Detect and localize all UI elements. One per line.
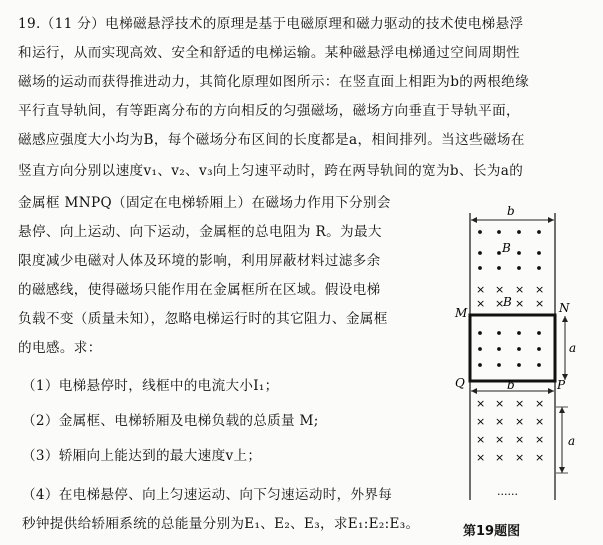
field-dot: [478, 347, 482, 351]
field-cross: ×: [476, 415, 486, 428]
problem-line-6: 竖直方向分别以速度v₁、v₂、v₃向上匀速平动时，跨在两导轨间的宽为b、长为a的: [18, 163, 524, 179]
field-cross: ×: [476, 283, 486, 296]
field-cross: ×: [515, 297, 525, 310]
field-dot: [537, 266, 541, 270]
field-cross: ×: [476, 433, 486, 446]
arrowhead-up: [562, 316, 568, 322]
problem-line-10: 的磁感线，使得磁场只能作用在金属框所在区域。假设电梯: [18, 282, 381, 298]
label-b-top: b: [507, 204, 515, 218]
field-cross: ×: [535, 451, 545, 464]
field-dot: [497, 266, 501, 270]
field-dot: [497, 331, 501, 335]
field-dot: [497, 251, 501, 255]
field-dot: [537, 251, 541, 255]
question-3: （3）轿厢向上能达到的最大速度v上；: [22, 448, 262, 464]
field-dot: [497, 230, 501, 234]
field-cross: ×: [476, 397, 486, 410]
problem-line-11: 负载不变（质量未知），忽略电梯运行时的其它阻力、金属框: [18, 311, 388, 327]
field-cross: ×: [515, 451, 525, 464]
field-dot: [517, 331, 521, 335]
question-2: （2）金属框、电梯轿厢及电梯负载的总质量 M;: [22, 413, 319, 429]
field-dot: [478, 331, 482, 335]
magnetic-field-dots-frame: [478, 331, 541, 367]
field-dot: [537, 347, 541, 351]
field-dot: [478, 251, 482, 255]
arrowhead-down-2: [559, 467, 565, 473]
field-cross: ×: [495, 397, 505, 410]
field-cross: ×: [515, 283, 525, 296]
label-Q: Q: [455, 376, 465, 390]
label-a-frame: a: [569, 341, 577, 355]
field-dot: [478, 266, 482, 270]
field-dot: [517, 230, 521, 234]
arrowhead-left-2: [471, 388, 477, 394]
field-cross: ×: [495, 297, 505, 310]
field-cross: ×: [495, 283, 505, 296]
metal-frame-MNPQ: [470, 315, 555, 381]
arrowhead-left: [471, 217, 477, 223]
problem-line-12: 的电感。求：: [18, 340, 102, 356]
figure-caption: 第19题图: [463, 524, 521, 539]
field-dot: [517, 347, 521, 351]
label-b-mid: b: [507, 378, 515, 392]
field-cross: ×: [515, 433, 525, 446]
field-cross: ×: [495, 415, 505, 428]
label-B-mid: B: [503, 295, 512, 309]
field-cross: ×: [495, 433, 505, 446]
field-cross: ×: [535, 433, 545, 446]
field-dot: [517, 251, 521, 255]
arrowhead-up-2: [559, 407, 565, 413]
problem-line-3: 磁场的运动而获得推进动力，其简化原理如图所示：在竖直面上相距为b的两根绝缘: [18, 74, 530, 90]
field-cross: ×: [515, 415, 525, 428]
field-cross: ×: [535, 415, 545, 428]
question-1: （1）电梯悬停时，线框中的电流大小I₁；: [22, 378, 279, 394]
field-dot: [517, 266, 521, 270]
label-P: P: [557, 378, 566, 392]
problem-line-1: 19.（11 分）电梯磁悬浮技术的原理是基于电磁原理和磁力驱动的技术使电梯悬浮: [18, 16, 524, 32]
question-4: （4）在电梯悬停、向上匀速运动、向下匀速运动时，外界每: [22, 487, 393, 503]
field-cross: ×: [476, 451, 486, 464]
problem-line-4: 平行直导轨间，有等距离分布的方向相反的匀强磁场，磁场方向垂直于导轨平面，: [18, 103, 520, 119]
field-dot: [478, 363, 482, 367]
field-dot: [497, 363, 501, 367]
field-cross: ×: [495, 451, 505, 464]
field-cross: ×: [476, 297, 486, 310]
continuation-dots: ......: [497, 485, 518, 498]
magnetic-field-crosses-lower: [476, 397, 544, 464]
problem-line-9: 限度减少电磁对人体及环境的影响，利用屏蔽材料过滤多余: [18, 253, 381, 269]
field-dot: [537, 363, 541, 367]
problem-line-2: 和运行，从而实现高效、安全和舒适的电梯运输。某种磁悬浮电梯通过空间周期性: [18, 45, 520, 61]
problem-line-5: 磁感应强度大小均为B，每个磁场分布区间的长度都是a，相间排列。当这些磁场在: [18, 132, 525, 148]
maglev-elevator-figure: [445, 195, 595, 545]
question-4-cont: 秒钟提供给轿厢系统的总能量分别为E₁、E₂、E₃，求E₁:E₂:E₃。: [22, 516, 420, 532]
problem-line-7: 金属框 MNPQ（固定在电梯轿厢上）在磁场力作用下分别会: [18, 195, 391, 211]
label-B-upper: B: [502, 241, 511, 255]
field-cross: ×: [535, 297, 545, 310]
field-dot: [537, 230, 541, 234]
field-dot: [497, 347, 501, 351]
field-cross: ×: [535, 397, 545, 410]
field-cross: ×: [535, 283, 545, 296]
field-dot: [478, 230, 482, 234]
arrowhead-right: [548, 217, 554, 223]
field-dot: [537, 331, 541, 335]
arrowhead-right-2: [548, 388, 554, 394]
label-M: M: [455, 306, 468, 320]
problem-line-8: 悬停、向上运动、向下运动，金属框的总电阻为 R。为最大: [18, 224, 382, 240]
field-cross: ×: [515, 397, 525, 410]
label-N: N: [559, 301, 570, 315]
label-a-lower: a: [568, 434, 576, 448]
field-dot: [517, 363, 521, 367]
